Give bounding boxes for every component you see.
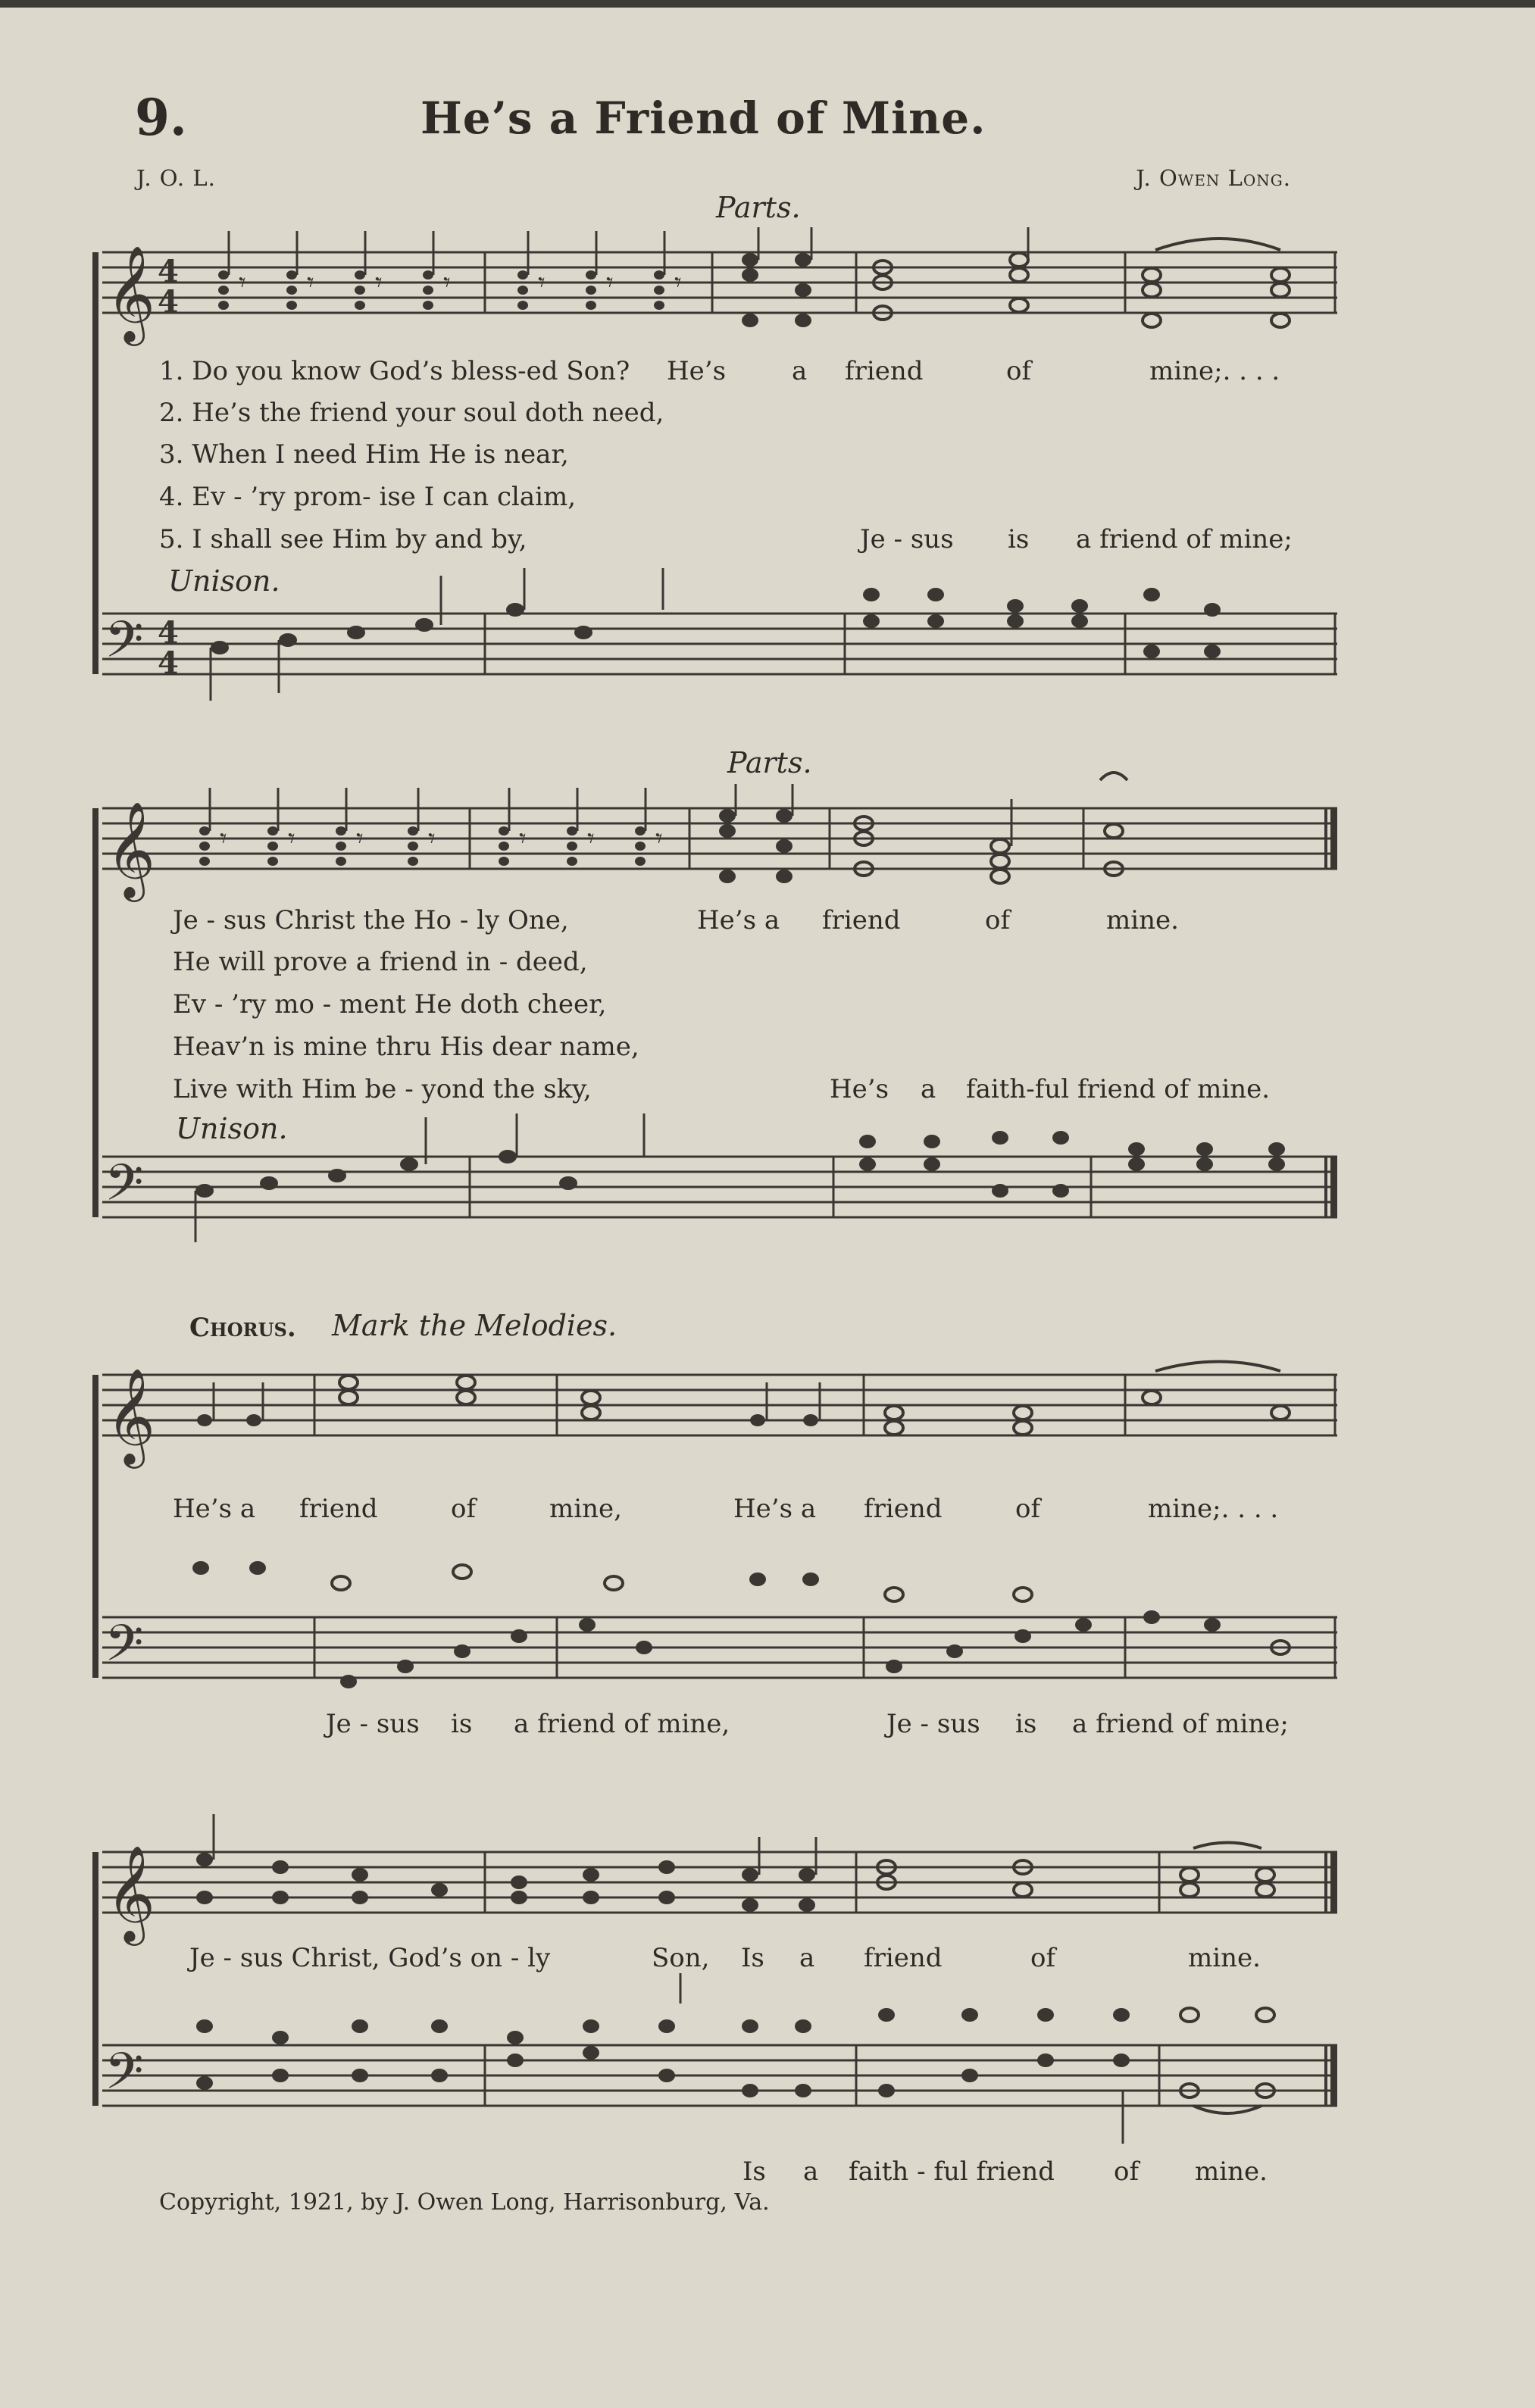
time-signature: 4 <box>158 645 179 681</box>
time-signature: 4 <box>158 254 179 289</box>
chorus-lower-word: Is <box>742 2157 766 2187</box>
system2-half-notes <box>855 773 1127 883</box>
chorus-lower-word: is <box>451 1709 473 1739</box>
chorus-upper-word: Je - sus Christ, God’s on - ly <box>189 1943 551 1973</box>
svg-text:𝄾: 𝄾 <box>428 823 436 854</box>
refrain-word: Je - sus <box>860 524 954 554</box>
system3-bass-notes <box>192 1561 1221 1688</box>
chorus-upper-word: Is <box>741 1943 764 1973</box>
verse-line-1: Je - sus Christ the Ho - ly One, <box>173 905 569 935</box>
refrain-word: He’s <box>830 1074 889 1104</box>
svg-text:𝄾: 𝄾 <box>307 267 314 298</box>
svg-text:𝄾: 𝄾 <box>674 267 682 298</box>
note-stems <box>195 227 1123 2144</box>
chorus-lower-word: of <box>1114 2157 1140 2187</box>
refrain-word: mine;. . . . <box>1149 356 1280 386</box>
system2-bass-staff <box>102 1157 1337 1217</box>
svg-text:𝄾: 𝄾 <box>239 267 246 298</box>
parts-direction: Parts. <box>716 191 801 224</box>
refrain-word: a <box>921 1074 936 1104</box>
svg-text:𝄾: 𝄾 <box>606 267 614 298</box>
system4-half-notes <box>877 1843 1274 1897</box>
treble-clef-icon: 𝄞 <box>106 801 156 898</box>
chorus-direction: Mark the Melodies. <box>332 1309 617 1342</box>
chorus-upper-word: of <box>1015 1494 1041 1524</box>
treble-clef-icon: 𝄞 <box>106 245 156 342</box>
refrain-word: mine. <box>1106 905 1179 935</box>
chorus-upper-word: He’s a <box>173 1494 256 1524</box>
chorus-lower-word: faith - ful friend <box>849 2157 1055 2187</box>
verse-line-3: 3. When I need Him He is near, <box>159 439 569 470</box>
chorus-upper-word: mine, <box>549 1494 622 1524</box>
chorus-upper-word: friend <box>299 1494 378 1524</box>
chorus-upper-word: of <box>451 1494 477 1524</box>
system1-bass-notes <box>211 588 1221 658</box>
hymn-number: 9. <box>135 88 187 147</box>
treble-clef-icon: 𝄞 <box>106 1844 156 1941</box>
chorus-lower-word: is <box>1015 1709 1037 1739</box>
copyright-notice: Copyright, 1921, by J. Owen Long, Harrisonburg, Va. <box>159 2189 770 2216</box>
chorus-upper-word: a <box>799 1943 815 1973</box>
chorus-upper-word: He’s a <box>733 1494 817 1524</box>
svg-text:𝄾: 𝄾 <box>375 267 383 298</box>
unison-direction: Unison. <box>168 564 280 598</box>
refrain-word: friend <box>822 905 901 935</box>
bass-clef-icon: 𝄢 <box>105 1154 144 1224</box>
time-signature: 4 <box>158 284 179 320</box>
bass-clef-icon: 𝄢 <box>105 611 144 681</box>
refrain-word: of <box>1006 356 1032 386</box>
verse-line-4: Heav’n is mine thru His dear name, <box>173 1032 639 1062</box>
verse-line-2: He will prove a friend in - deed, <box>173 947 588 977</box>
svg-text:𝄾: 𝄾 <box>356 823 364 854</box>
refrain-word: a friend of mine; <box>1076 524 1293 554</box>
svg-text:𝄾: 𝄾 <box>220 823 227 854</box>
verse-line-5: Live with Him be - yond the sky, <box>173 1074 592 1104</box>
refrain-word: He’s <box>667 356 727 386</box>
refrain-word: a <box>792 356 808 386</box>
parts-direction: Parts. <box>727 746 812 779</box>
chorus-upper-word: of <box>1030 1943 1056 1973</box>
words-credit: J. O. L. <box>136 165 216 191</box>
svg-text:𝄾: 𝄾 <box>655 823 663 854</box>
music-credit: J. Owen Long. <box>1136 165 1291 191</box>
chorus-label: Chorus. <box>189 1313 296 1343</box>
svg-text:𝄾: 𝄾 <box>519 823 527 854</box>
time-signature: 4 <box>158 615 179 651</box>
refrain-word: He’s a <box>697 905 780 935</box>
system3-bass-staff <box>102 1617 1337 1678</box>
system4-bass-notes <box>196 2008 1130 2097</box>
system4-treble-staff <box>102 1852 1337 1913</box>
treble-clef-icon: 𝄞 <box>106 1367 156 1464</box>
unison-direction: Unison. <box>176 1112 288 1145</box>
verse-line-1: 1. Do you know God’s bless-ed Son? <box>159 356 630 386</box>
hymn-title: He’s a Friend of Mine. <box>420 92 986 144</box>
verse-line-4: 4. Ev - ’ry prom- ise I can claim, <box>159 482 577 512</box>
svg-text:𝄾: 𝄾 <box>443 267 451 298</box>
chorus-lower-word: a friend of mine, <box>514 1709 730 1739</box>
verse-line-3: Ev - ’ry mo - ment He doth cheer, <box>173 989 607 1020</box>
chorus-upper-word: friend <box>864 1943 943 1973</box>
system-brackets <box>92 252 98 2106</box>
chorus-lower-word: Je - sus <box>886 1709 980 1739</box>
chorus-upper-word: mine;. . . . <box>1148 1494 1279 1524</box>
refrain-word: is <box>1008 524 1030 554</box>
chorus-lower-word: a friend of mine; <box>1072 1709 1289 1739</box>
refrain-word: faith-ful friend of mine. <box>966 1074 1271 1104</box>
final-barlines <box>1324 808 1337 2106</box>
verse-line-2: 2. He’s the friend your soul doth need, <box>159 398 664 428</box>
svg-text:𝄾: 𝄾 <box>538 267 546 298</box>
chorus-lower-word: a <box>803 2157 819 2187</box>
refrain-word: friend <box>845 356 924 386</box>
chorus-lower-word: mine. <box>1195 2157 1268 2187</box>
refrain-word: of <box>985 905 1011 935</box>
chorus-upper-word: Son, <box>652 1943 710 1973</box>
svg-text:𝄾: 𝄾 <box>288 823 295 854</box>
chorus-lower-word: Je - sus <box>326 1709 420 1739</box>
svg-text:𝄾: 𝄾 <box>587 823 595 854</box>
note-heads <box>192 239 1290 2113</box>
verse-line-5: 5. I shall see Him by and by, <box>159 524 527 554</box>
bass-clef-icon: 𝄢 <box>105 2042 144 2113</box>
bass-clef-icon: 𝄢 <box>105 1614 144 1685</box>
chorus-upper-word: mine. <box>1188 1943 1261 1973</box>
chorus-upper-word: friend <box>864 1494 943 1524</box>
